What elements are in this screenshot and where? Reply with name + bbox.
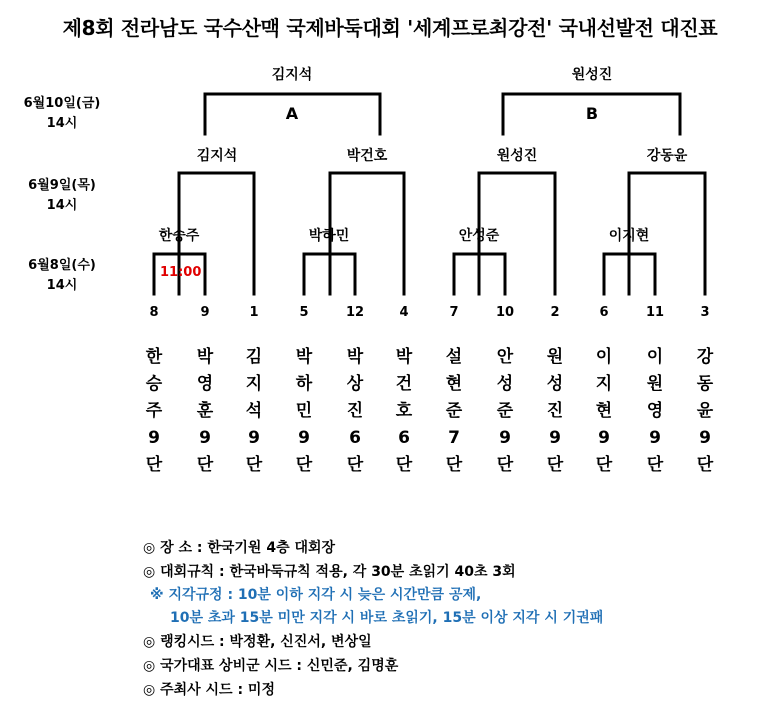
final-winner-b: 원성진 [571,67,613,83]
player-name-char: 석 [245,401,263,421]
round1-day: 6월8일(수) [28,258,96,273]
player-rank-char: 9 [598,428,610,448]
r2-winner: 원성진 [496,148,538,164]
player-rank-char: 6 [349,428,361,448]
player-name-char: 성 [546,374,564,394]
player-name-char: 하 [295,374,313,394]
r2-winner: 박건호 [346,148,388,164]
player-name-char: 건 [395,374,413,394]
player-rank-char: 단 [696,455,714,475]
player-name-char: 강 [696,347,714,367]
player-seed: 4 [399,305,409,320]
info-host-seed: ◎ 주최사 시드 : 미정 [143,682,275,698]
player-entry [185,344,225,479]
player-entry [384,344,424,479]
player-entry [335,344,375,479]
player-seed: 11 [645,305,665,320]
player-name-char: 성 [496,374,514,394]
player-name-char: 윤 [696,401,714,421]
page-title: 제8회 전라남도 국수산맥 국제바둑대회 '세계프로최강전' 국내선발전 대진표 [62,16,718,40]
player-name-char: 민 [295,401,313,421]
final-winner-a: 김지석 [271,67,313,83]
player-seed: 1 [249,305,259,320]
player-rank-char: 7 [448,428,460,448]
r1-winner: 이지현 [608,228,650,244]
player-name-char: 준 [445,401,463,421]
player-name-char: 이 [646,347,664,367]
player-name-char: 지 [595,374,613,394]
player-name-char: 원 [646,374,664,394]
player-rank-char: 단 [245,455,263,475]
player-seed: 9 [200,305,210,320]
player-seed: 6 [599,305,609,320]
r2-winner: 강동윤 [646,148,688,164]
player-seed: 8 [149,305,159,320]
player-rank-char: 단 [445,455,463,475]
player-name-char: 박 [346,347,364,367]
player-seed: 12 [345,305,365,320]
player-seed: 2 [550,305,560,320]
player-rank-char: 9 [248,428,260,448]
player-name-char: 박 [295,347,313,367]
player-rank-char: 단 [646,455,664,475]
info-late-rule: ※ 지각규정 : 10분 이하 지각 시 늦은 시간만큼 공제, [150,587,482,603]
round2-time: 14시 [46,198,78,213]
player-name-char: 동 [696,374,714,394]
group-b-label: B [585,104,599,123]
player-seed: 10 [495,305,515,320]
r1-winner: 박하민 [308,228,350,244]
player-rank-char: 단 [595,455,613,475]
player-seed: 5 [299,305,309,320]
player-name-char: 준 [496,401,514,421]
info-venue: ◎ 장 소 : 한국기원 4층 대회장 [143,540,336,556]
info-national-seed: ◎ 국가대표 상비군 시드 : 신민준, 김명훈 [143,658,399,674]
player-name-char: 박 [196,347,214,367]
player-rank-char: 단 [196,455,214,475]
player-name-char: 안 [496,347,514,367]
player-name-char: 박 [395,347,413,367]
player-entry [635,344,675,479]
player-rank-char: 단 [295,455,313,475]
player-entry [685,344,725,479]
player-rank-char: 단 [496,455,514,475]
player-name-char: 호 [395,401,413,421]
info-late-rule-cont: 10분 초과 15분 미만 지각 시 바로 초읽기, 15분 이상 지각 시 기권패 [170,610,604,626]
player-name-char: 진 [546,401,564,421]
player-name-char: 현 [445,374,463,394]
player-name-char: 영 [646,401,664,421]
player-entry [134,344,174,479]
player-name-char: 영 [196,374,214,394]
r1-winner: 안성준 [458,228,500,244]
r1-winner: 한승주 [158,228,200,244]
player-name-char: 상 [346,374,364,394]
player-rank-char: 단 [395,455,413,475]
info-ranking-seed: ◎ 랭킹시드 : 박정환, 신진서, 변상일 [143,634,372,650]
player-name-char: 주 [145,401,163,421]
group-a-label: A [285,104,299,123]
player-name-char: 진 [346,401,364,421]
player-name-char: 지 [245,374,263,394]
player-entry [234,344,274,479]
match-time-note: 11:00 [160,265,202,280]
player-rank-char: 9 [298,428,310,448]
player-name-char: 승 [145,374,163,394]
player-rank-char: 9 [699,428,711,448]
player-name-char: 김 [245,347,263,367]
player-name-char: 현 [595,401,613,421]
player-name-char: 원 [546,347,564,367]
player-rank-char: 단 [546,455,564,475]
round3-day: 6월10일(금) [23,96,101,111]
player-rank-char: 9 [199,428,211,448]
player-rank-char: 9 [549,428,561,448]
player-entry [485,344,525,479]
player-name-char: 이 [595,347,613,367]
player-entry [284,344,324,479]
round1-time: 14시 [46,278,78,293]
player-seed: 3 [700,305,710,320]
player-name-char: 훈 [196,401,214,421]
player-rank-char: 6 [398,428,410,448]
round3-time: 14시 [46,116,78,131]
player-rank-char: 9 [499,428,511,448]
round2-day: 6월9일(목) [28,178,96,193]
player-rank-char: 단 [346,455,364,475]
player-name-char: 설 [445,347,463,367]
player-name-char: 한 [145,347,163,367]
info-rules: ◎ 대회규칙 : 한국바둑규칙 적용, 각 30분 초읽기 40초 3회 [143,564,516,580]
player-seed: 7 [449,305,459,320]
player-entry [584,344,624,479]
player-entry [535,344,575,479]
player-entry [434,344,474,479]
player-rank-char: 9 [649,428,661,448]
player-rank-char: 단 [145,455,163,475]
player-rank-char: 9 [148,428,160,448]
r2-winner: 김지석 [196,148,238,164]
